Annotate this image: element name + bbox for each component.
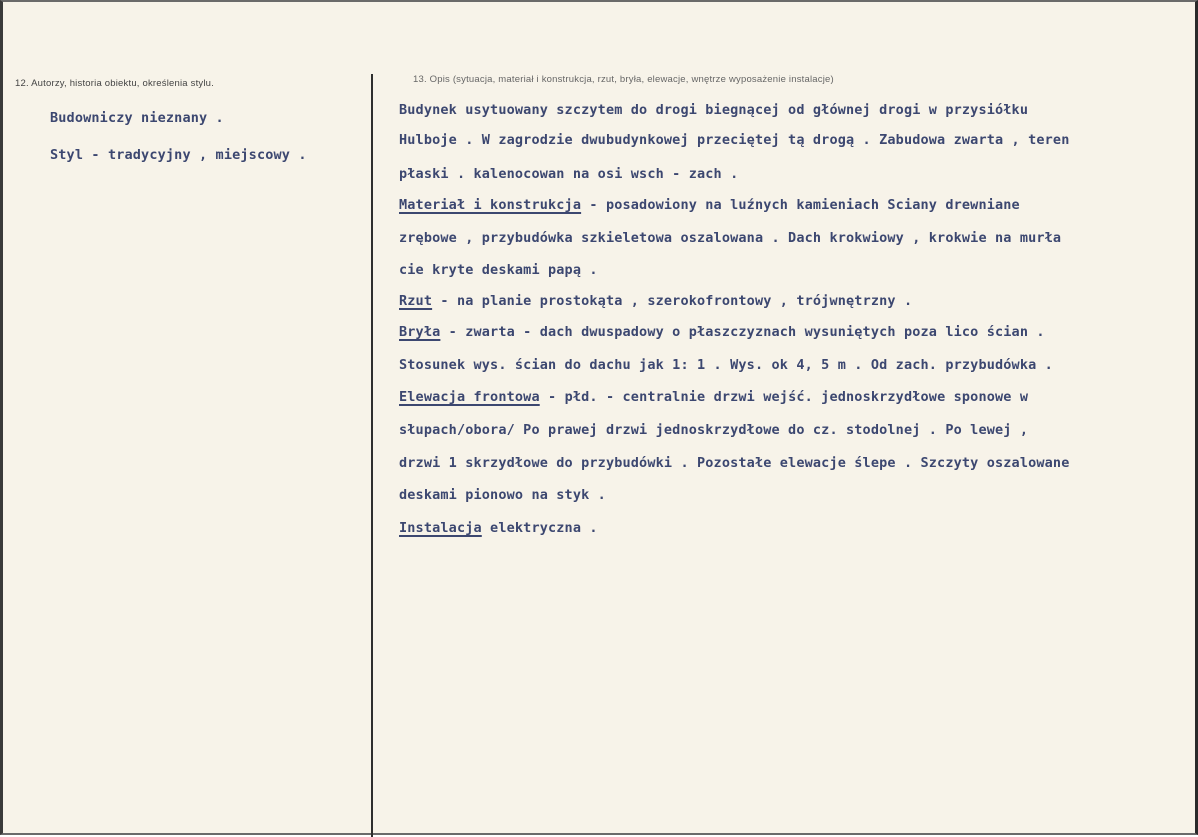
section-heading-front-elevation: Elewacja frontowa xyxy=(399,389,540,405)
typed-line xyxy=(399,455,1070,471)
line-text: elektryczna . xyxy=(481,520,598,536)
typed-line-front-elevation xyxy=(399,389,1028,405)
typed-line-massing xyxy=(399,324,1045,340)
field-label-description: 13. Opis (sytuacja, materiał i konstrukcja, rzut, bryła, elewacje, wnętrze wyposażenie instalacje) xyxy=(413,74,834,85)
section-heading-plan: Rzut xyxy=(399,293,433,309)
line-text: słupach/obora/ Po prawej drzwi jednoskrzydłowe do cz. stodolnej . Po lewej , xyxy=(399,422,1029,438)
section-heading-massing: Bryła xyxy=(399,324,441,340)
typed-line xyxy=(399,166,738,182)
line-text: Stosunek wys. ścian do dachu jak 1: 1 . Wys. ok 4, 5 m . Od zach. przybudówka . xyxy=(399,357,1053,373)
line-text: - posadowiony na luźnych kamieniach Sciany drewniane xyxy=(581,197,1020,213)
line-text: płaski . kalenocowan na osi wsch - zach . xyxy=(399,166,739,182)
line-text: Budynek usytuowany szczytem do drogi biegnącej od głównej drogi w przysiółku xyxy=(399,102,1029,118)
line-text: - zwarta - dach dwuspadowy o płaszczyznach wysuniętych poza lico ścian . xyxy=(440,324,1045,340)
typed-line-builder: Budowniczy nieznany . xyxy=(50,110,224,126)
typed-line xyxy=(399,230,1061,246)
typed-line xyxy=(399,132,1070,148)
line-text: zrębowe , przybudówka szkieletowa oszalowana . Dach krokwiowy , krokwie na murła xyxy=(399,230,1062,246)
line-text: Hulboje . W zagrodzie dwubudynkowej przeciętej tą drogą . Zabudowa zwarta , teren xyxy=(399,132,1070,148)
line-text: drzwi 1 skrzydłowe do przybudówki . Pozostałe elewacje ślepe . Szczyty oszalowane xyxy=(399,455,1070,471)
column-divider xyxy=(371,74,373,837)
typed-line-style: Styl - tradycyjny , miejscowy . xyxy=(50,147,307,163)
line-text: deskami pionowo na styk . xyxy=(399,487,606,503)
typed-line xyxy=(399,422,1028,438)
typed-line xyxy=(399,487,606,503)
typed-line xyxy=(399,102,1028,118)
typed-line-installation xyxy=(399,520,598,536)
section-heading-material-construction: Materiał i konstrukcja xyxy=(399,197,582,213)
section-heading-installation: Instalacja xyxy=(399,520,482,536)
line-text: - płd. - centralnie drzwi wejść. jednoskrzydłowe sponowe w xyxy=(539,389,1029,405)
typed-line-plan xyxy=(399,293,912,309)
line-text: cie kryte deskami papą . xyxy=(399,262,598,278)
typed-line xyxy=(399,262,598,278)
typed-line-material-construction xyxy=(399,197,1020,213)
field-label-authors-history-style: 12. Autorzy, historia obiektu, określenia stylu. xyxy=(15,78,214,89)
line-text: - na planie prostokąta , szerokofrontowy , trójwnętrzny . xyxy=(432,293,913,309)
typed-line xyxy=(399,357,1053,373)
